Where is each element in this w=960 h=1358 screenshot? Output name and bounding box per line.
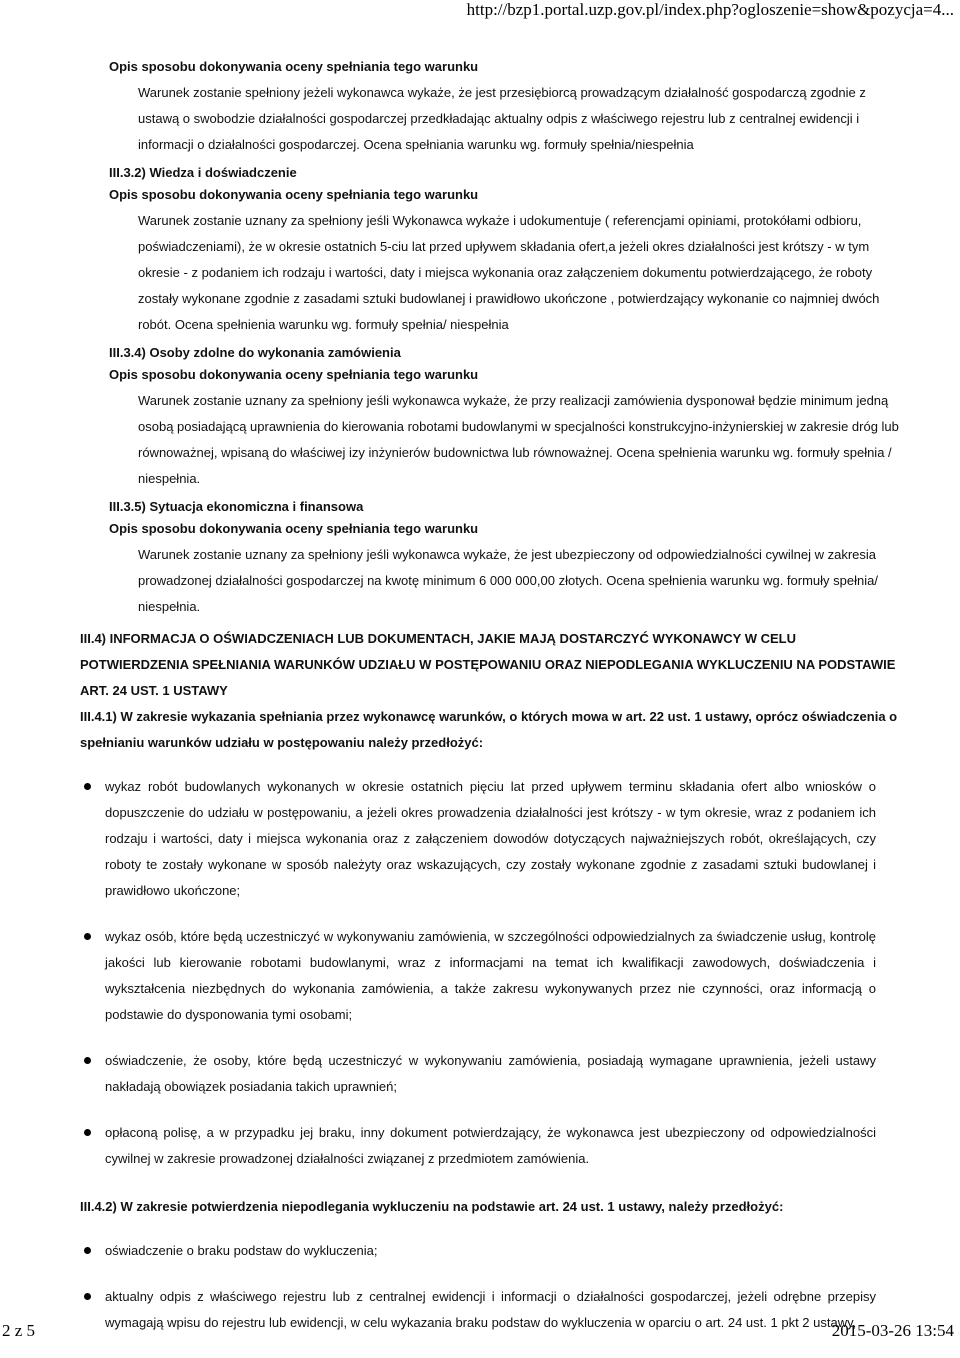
section-heading: III.3.2) Wiedza i doświadczenie bbox=[109, 165, 297, 180]
section-iii-3-1 bbox=[0, 58, 960, 158]
condition-text: Warunek zostanie uznany za spełniony jeśli Wykonawca wykaże i udokumentuje ( referencjami opiniami, protokółami odbioru, poświadczeniami), że w okresie ostatnich 5-ciu lat przed upływem składania ofert,a jeżeli okres działalności jest krótszy - w tym okresie - z podaniem ich rodzaju i wartości, daty i miejsca wykonania oraz załączeniem dokumentu potwierdzającego, że roboty zostały wykonane zgodnie z zasadami sztuki budowlanej i prawidłowo ukończone , potwierdzający wykonanie co najmniej dwóch robót. Ocena spełnienia warunku wg. formuły spełnia/ niespełnia bbox=[138, 213, 880, 332]
list-iii-4-2 bbox=[0, 1238, 960, 1336]
opis-label: Opis sposobu dokonywania oceny spełniania tego warunku bbox=[109, 187, 479, 202]
condition-text: Warunek zostanie uznany za spełniony jeśli wykonawca wykaże, że jest ubezpieczony od odpowiedzialności cywilnej w zakresia prowadzonej działalności gospodarczej na kwotę minimum 6 000 000,00 złotych. Ocena spełnienia warunku wg. formuły spełnia/ niespełnia. bbox=[138, 547, 878, 614]
list-item: wykaz osób, które będą uczestniczyć w wykonywaniu zamówienia, w szczególności odpowiedzialnych za świadczenie usług, kontrolę jakości lub kierowanie robotami budowlanymi, wraz z informacjami na temat ich kwalifikacji zawodowych, doświadczenia i wykształcenia niezbędnych do wykonania zamówienia, a także zakresu wykonywanych przez nie czynności, oraz informacją o podstawie do dysponowania tymi osobami; bbox=[105, 924, 876, 1028]
opis-label: Opis sposobu dokonywania oceny spełniania tego warunku bbox=[109, 59, 479, 74]
print-datetime: 2015-03-26 13:54 bbox=[831, 1321, 954, 1340]
section-heading: III.3.4) Osoby zdolne do wykonania zamówienia bbox=[109, 345, 401, 360]
list-item: oświadczenie, że osoby, które będą uczestniczyć w wykonywaniu zamówienia, posiadają wymagane uprawnienia, jeżeli ustawy nakładają obowiązek posiadania takich uprawnień; bbox=[105, 1048, 876, 1100]
section-iii-4-1-heading: III.4.1) W zakresie wykazania spełniania przez wykonawcę warunków, o których mowa w art. 22 ust. 1 ustawy, oprócz oświadczenia o spełnianiu warunków udziału w postępowaniu należy przedłożyć: bbox=[80, 709, 898, 750]
list-item: wykaz robót budowlanych wykonanych w okresie ostatnich pięciu lat przed upływem terminu składania ofert albo wniosków o dopuszczenie do udziału w postępowaniu, a jeżeli okres prowadzenia działalności jest krótszy - w tym okresie, wraz z podaniem ich rodzaju i wartości, daty i miejsca wykonania oraz z załączeniem dowodów dotyczących najważniejszych robót, określających, czy roboty te zostały wykonane w sposób należyty oraz wskazujących, czy zostały wykonane zgodnie z zasadami sztuki budowlanej i prawidłowo ukończone; bbox=[105, 774, 876, 904]
document-content bbox=[0, 58, 960, 1358]
condition-text: Warunek zostanie uznany za spełniony jeśli wykonawca wykaże, że przy realizacji zamówienia dysponował będzie minimum jedną osobą posiadającą uprawnienia do kierowania robotami budowlanymi w specjalności konstrukcyjno-inżynierskiej w zakresie dróg lub równoważnej, wpisaną do właściwej izy inżynierów budownictwa lub równoważnej. Ocena spełnienia warunku wg. formuły spełnia / niespełnia. bbox=[138, 393, 899, 486]
list-item: opłaconą polisę, a w przypadku jej braku, inny dokument potwierdzający, że wykonawca jest ubezpieczony od odpowiedzialności cywilnej w zakresie prowadzonej działalności związanej z przedmiotem zamówienia. bbox=[105, 1120, 876, 1172]
page-number: 2 z 5 bbox=[2, 1321, 36, 1340]
bullet-icon bbox=[84, 933, 91, 940]
opis-label: Opis sposobu dokonywania oceny spełniania tego warunku bbox=[109, 367, 479, 382]
browser-url: http://bzp1.portal.uzp.gov.pl/index.php?ogloszenie=show&pozycja=4... bbox=[466, 0, 954, 19]
bullet-icon bbox=[84, 783, 91, 790]
bullet-icon bbox=[84, 1247, 91, 1254]
list-item: oświadczenie o braku podstaw do wykluczenia; bbox=[105, 1238, 876, 1264]
bullet-icon bbox=[84, 1129, 91, 1136]
opis-label: Opis sposobu dokonywania oceny spełniania tego warunku bbox=[109, 521, 479, 536]
section-iii-3-2 bbox=[0, 164, 960, 338]
list-iii-4-1 bbox=[0, 774, 960, 1172]
section-heading: III.3.5) Sytuacja ekonomiczna i finansowa bbox=[109, 499, 364, 514]
bullet-icon bbox=[84, 1057, 91, 1064]
bullet-icon bbox=[84, 1293, 91, 1300]
list-item: aktualny odpis z właściwego rejestru lub z centralnej ewidencji i informacji o działalności gospodarczej, jeżeli odrębne przepisy wymagają wpisu do rejestru lub ewidencji, w celu wykazania braku podstaw do wykluczenia w oparciu o art. 24 ust. 1 pkt 2 ustawy, bbox=[105, 1284, 876, 1336]
section-iii-4-heading: III.4) INFORMACJA O OŚWIADCZENIACH LUB DOKUMENTACH, JAKIE MAJĄ DOSTARCZYĆ WYKONAWCY W CELU POTWIERDZENIA SPEŁNIANIA WARUNKÓW UDZIAŁU W POSTĘPOWANIU ORAZ NIEPODLEGANIA WYKLUCZENIU NA PODSTAWIE ART. 24 UST. 1 USTAWY bbox=[80, 631, 896, 698]
section-iii-3-4 bbox=[0, 344, 960, 492]
section-iii-4-2-heading: III.4.2) W zakresie potwierdzenia niepodlegania wykluczeniu na podstawie art. 24 ust. 1 ustawy, należy przedłożyć: bbox=[80, 1199, 784, 1214]
section-iii-3-5 bbox=[0, 498, 960, 620]
condition-text: Warunek zostanie spełniony jeżeli wykonawca wykaże, że jest przesiębiorcą prowadzącym działalność gospodarczą zgodnie z ustawą o swobodzie działalności gospodarczej przedkładając aktualny odpis z właściwego rejestru lub z centralnej ewidencji i informacji o działalności gospodarczej. Ocena spełniania warunku wg. formuły spełnia/niespełnia bbox=[138, 85, 866, 152]
